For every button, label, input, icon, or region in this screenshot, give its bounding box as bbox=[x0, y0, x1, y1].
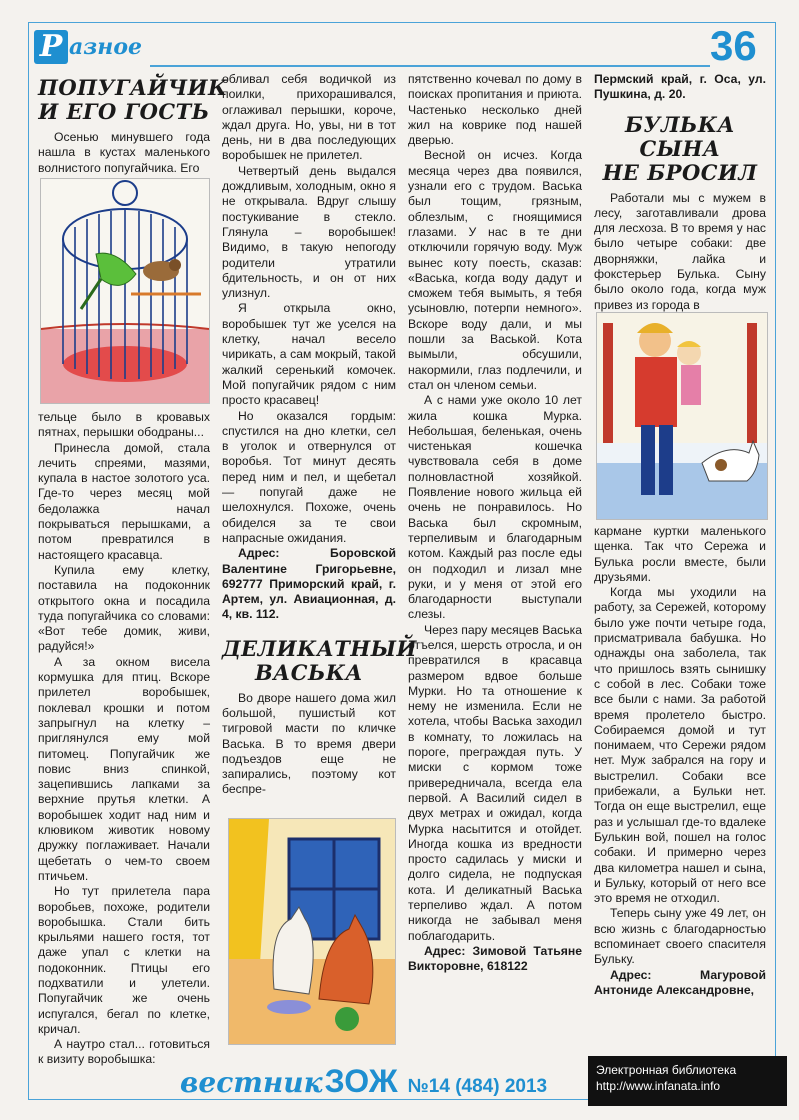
paragraph: кармане куртки маленького щенка. Так что Сережа и Булька росли вместе, были друзьями. bbox=[594, 524, 766, 584]
paragraph: Работали мы с мужем в лесу, заготавливали дрова для лесхоза. В то время у нас было четыре собаки: две дворняжки, лайка и фокстерьер Булька. Сыну было около года, когда муж привез из города в bbox=[594, 190, 766, 312]
column-1-cont bbox=[38, 410, 210, 1068]
page-number: 36 bbox=[710, 22, 757, 69]
paragraph: Осенью минувшего года нашла в кустах маленького волнистого попугайчика. Его bbox=[38, 130, 210, 175]
column-3 bbox=[408, 72, 582, 975]
section-heading bbox=[34, 30, 142, 64]
paragraph: Теперь сыну уже 49 лет, он всю жизнь с благодарностью вспоминает своего спасителя Бульку. bbox=[594, 906, 766, 967]
logo-word: вестник bbox=[180, 1066, 323, 1099]
magazine-logo bbox=[180, 1063, 547, 1100]
paragraph: А наутро стал... готовиться к визиту воробышка: bbox=[38, 1037, 210, 1067]
logo-brand: ЗОЖ bbox=[324, 1063, 398, 1099]
story2-title: ДЕЛИКАТНЫЙ ВАСЬКА bbox=[222, 635, 417, 685]
story1-address: Адрес: Боровской Валентине Григорьевне, 692777 Приморский край, г. Артем, ул. Авиационная, д. 4, кв. 112. bbox=[222, 546, 396, 622]
paragraph: Весной он исчез. Когда месяца через два появился, узнали его с трудом. Васька был тощим, грязным, облезлым, с гноящимися глазами. У нас в те дни отключили горячую воду. Муж вынес коту поесть, сказав: «Васька, когда воду дадут и сможем тебя вымыть, я тебя усыновлю, потерпи немного». Вскоре воду дали, и мы пошли за Васькой. Кота вымыли, обсушили, накормили, глаз подлечили, и стал он членом семьи. bbox=[408, 148, 582, 392]
library-watermark bbox=[588, 1056, 787, 1106]
column-4 bbox=[594, 72, 766, 313]
paragraph: Купила ему клетку, поставила на подоконник открытого окна и посадила туда попугайчика со словами: «Вот тебе домик, живи, радуйся!» bbox=[38, 562, 210, 654]
father-son-dog-illustration bbox=[596, 312, 768, 520]
story3-title: БУЛЬКА СЫНА НЕ БРОСИЛ bbox=[602, 111, 758, 185]
story2-address: Адрес: Зимовой Татьяне Викторовне, 618122 bbox=[408, 943, 582, 974]
paragraph: Но оказался гордым: спустился на дно клетки, сел в уголок и отвернулся от воробья. Тот минут десять перед ним и пел, и щебетал — попугай даже не шелохнулся. Похоже, очень обиделся за те свои напрасные ожидания. bbox=[222, 408, 396, 545]
library-title: Электронная библиотека bbox=[596, 1063, 737, 1077]
paragraph: Принесла домой, стала лечить спреями, мазями, купала в настое золотого уса. Где-то через месяц мой бедолажка начал покрываться перышками, а потом превратился в настоящего красавца. bbox=[38, 440, 210, 562]
cats-illustration bbox=[228, 818, 396, 1045]
library-url[interactable]: http://www.infanata.info bbox=[596, 1079, 721, 1093]
paragraph: Я открыла окно, воробышек тут же уселся на клетку, начал весело чирикать, а сам мокрый, такой жалкий серенький комочек. Мой попугайчик рядом с ним просто красавец! bbox=[222, 301, 396, 408]
paragraph: пятственно кочевал по дому в поисках пропитания и приюта. Частенько несколько дней жил на коврике под нашей дверью. bbox=[408, 72, 582, 148]
column-4-cont bbox=[594, 524, 766, 998]
paragraph: Когда мы уходили на работу, за Сережей, которому было уже почти четыре года, присматривала бабушка. Но однажды она заболела, так что пришлось взять сынишку с собой в лес. Собаки тоже все были с нами. За работой время пролетело быстро. Собираемся домой и тут понимаем, что Сережи рядом нет. Муж забрался на гору и выстрелил. Собаки все прибежали, а Бульки нет. Тогда он еще выстрелил, еще раз и услышал где-то вдалеке Булькин вой, пошел на голос собаки. И примерно через два километра нашел и сына, и Бульку, который от него все это время не отходил. bbox=[594, 585, 766, 906]
section-initial: Р bbox=[34, 30, 68, 64]
issue-number: №14 (484) 2013 bbox=[407, 1076, 548, 1097]
column-2 bbox=[222, 72, 417, 798]
paragraph: обливал себя водичкой из поилки, прихорашивался, оглаживал перышки, короче, ждал друга. Но, увы, ни в тот день, ни в два последующих воробышек не прилетел. bbox=[222, 72, 396, 163]
paragraph: А за окном висела кормушка для птиц. Вскоре прилетел воробышек, поклевал крошки и потом запрыгнул на клетку – приглянулся ему мой питомец. Попугайчик же повис вниз спинкой, зацепившись лапками за верхние прутья клетки. А воробышек ходит над ним и клювиком животик новому дружку поглаживает. Начали щебетать о чем-то своем птичьем. bbox=[38, 654, 210, 883]
paragraph: Четвертый день выдался дождливым, холодным, окно я не открывала. Вдруг слышу постукивание в стекло. Глянула – воробышек! Видимо, в такую непогоду родители утратили бдительность, и он от них улизнул. bbox=[222, 163, 396, 301]
story3-address: Адрес: Магуровой Антониде Александровне, bbox=[594, 967, 766, 997]
paragraph: Через пару месяцев Васька отъелся, шерсть отросла, и он превратился в красавца размером вдвое больше Мурки. Но та отношение к нему не изменила. Если не хотела, чтобы Васька заходил в комнату, то ложилась на пороге, преграждая путь. У миски с кормом тоже привередничала, всегда ела первой. А Василий сидел в двух метрах и ожидал, когда Мурка насытится и отойдет. Иногда кошка из вредности просто садилась у миски и долго сидела, не подпуская кота. И деликатный Васька терпеливо ждал. А потом никогда не забывал меня поблагодарить. bbox=[408, 622, 582, 943]
paragraph: Но тут прилетела пара воробьев, похоже, родители воробышка. Стали бить крыльями нашего гостя, тот даже упал с клетки на подоконник. Птицы его подхватили и улетели. Попугайчик же очень испугался, бегал по клетке, кричал. bbox=[38, 884, 210, 1036]
story1-title: ПОПУГАЙЧИК И ЕГО ГОСТЬ bbox=[38, 75, 228, 124]
paragraph: тельце было в кровавых пятнах, перышки ободраны... bbox=[38, 410, 210, 440]
story2-address-cont: Пермский край, г. Оса, ул. Пушкина, д. 20. bbox=[594, 72, 766, 102]
paragraph: А с нами уже около 10 лет жила кошка Мурка. Небольшая, беленькая, очень чистенькая кошечка чувствовала себя в доме полновластной хозяйкой. Появление нового жильца ей очень не понравилось. Но Васька был скромным, терпеливым и благодарным котом. Каждый раз после еды он подходил и лизал мне руки, и у меня от этой его благодарности выступали слезы. bbox=[408, 393, 582, 622]
parrot-cage-illustration bbox=[40, 178, 210, 404]
paragraph: Во дворе нашего дома жил большой, пушистый кот тигровой масти по кличке Васька. В то время двери подъездов еще не запирались, поэтому кот беспре- bbox=[222, 690, 396, 797]
header-rule bbox=[150, 65, 710, 67]
column-1 bbox=[38, 72, 228, 176]
section-title: азное bbox=[69, 34, 143, 60]
